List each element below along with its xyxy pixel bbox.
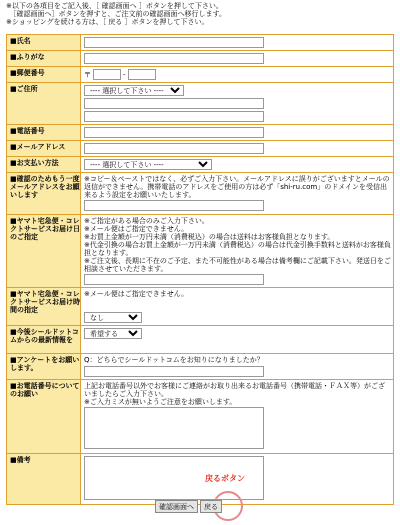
payment-select[interactable] xyxy=(84,159,212,170)
survey-input[interactable] xyxy=(84,366,264,377)
zip-first-input[interactable] xyxy=(93,69,121,80)
name-input[interactable] xyxy=(84,37,264,48)
label-contact-phone: ■お電話番号についてのお願い xyxy=(7,380,81,454)
zip-second-input[interactable] xyxy=(128,69,156,80)
label-name: ■氏名 xyxy=(7,35,81,51)
label-delivery-date: ■ヤマト宅急便・コレクトサービスお届け日のご指定 xyxy=(7,215,81,288)
email-input[interactable] xyxy=(84,143,264,154)
address-input-1[interactable] xyxy=(84,98,264,109)
label-zip: ■郵便番号 xyxy=(7,67,81,83)
confirm-button[interactable]: 確認画面へ xyxy=(155,500,198,513)
label-newsletter: ■今後シールドットコムからの最新情報を xyxy=(7,326,81,354)
delivery-time-note: ※メール便はご指定できません。 xyxy=(84,290,189,298)
intro-text xyxy=(6,2,396,26)
zip-mark: 〒 xyxy=(84,70,91,79)
back-button-annotation: 戻るボタン xyxy=(205,474,245,483)
prefecture-select[interactable] xyxy=(84,85,184,96)
delivery-time-select[interactable] xyxy=(84,312,142,323)
label-email-confirm: ■確認のためもう一度メールアドレスをお願いします xyxy=(7,173,81,215)
newsletter-select[interactable] xyxy=(84,328,142,339)
zip-separator: - xyxy=(123,70,126,79)
intro-line: ［確認画面へ］ボタンを押すと、ご注文前の確認画面へ移行します。 xyxy=(6,10,226,18)
email-confirm-input[interactable] xyxy=(84,200,264,211)
label-furigana: ■ふりがな xyxy=(7,51,81,67)
address-input-2[interactable] xyxy=(84,111,264,122)
label-address: ■ご住所 xyxy=(7,83,81,125)
label-remarks: ■備考 xyxy=(7,454,81,505)
label-delivery-time: ■ヤマト宅急便・コレクトサービスお届け時間の指定 xyxy=(7,288,81,326)
delivery-date-note: ※ご指定がある場合のみご入力下さい。 ※メール便はご指定できません。 ※お買上金額が一万円未満（消費税込）の場合は送料はお客様負担となります。 ※代金引換の場合お買上金額が一万円未満（消費税込）の場合は代金引換手数料と送料がお客様負担となります。 ※ご注文後、長期に不在のご予定、また不可能性がある場合は備考欄にご記載下さい。発送日をご相談させていただきます。 xyxy=(84,217,391,273)
furigana-input[interactable] xyxy=(84,53,264,64)
intro-line: ※以下の各項目をご記入後、［ 確認画面へ ］ボタンを押して下さい。 xyxy=(6,2,223,10)
survey-question: Q：どちらでシールドットコムをお知りになりましたか？ xyxy=(84,356,264,364)
back-button[interactable]: 戻る xyxy=(200,500,222,513)
label-email: ■メールアドレス xyxy=(7,141,81,157)
delivery-date-input[interactable] xyxy=(84,274,264,285)
order-form-table xyxy=(6,34,394,505)
email-confirm-note: ※コピー＆ペーストではなく、必ずご入力下さい。メールアドレスに誤りがございますとメールの返信ができません。携帯電話のアドレスをご使用の方は必ず「shi-ru.com」のドメインを受信出来るよう設定をお願いいたします。 xyxy=(84,175,390,199)
label-survey: ■アンケートをお願いします。 xyxy=(7,354,81,380)
label-payment: ■お支払い方法 xyxy=(7,157,81,173)
contact-phone-note: 上記お電話番号以外でお客様にご連絡がお取り出来るお電話番号（携帯電話・ＦＡＸ等）がございましたらご入力下さい。 ※ご入力ミスが無いようご注意をお願いします。 xyxy=(84,382,385,406)
label-phone: ■電話番号 xyxy=(7,125,81,141)
intro-line: ※ショッピングを続ける方は、［ 戻る ］ボタンを押して下さい。 xyxy=(6,18,209,26)
contact-phone-textarea[interactable] xyxy=(84,407,264,449)
phone-input[interactable] xyxy=(84,127,264,138)
form-buttons xyxy=(155,500,222,513)
